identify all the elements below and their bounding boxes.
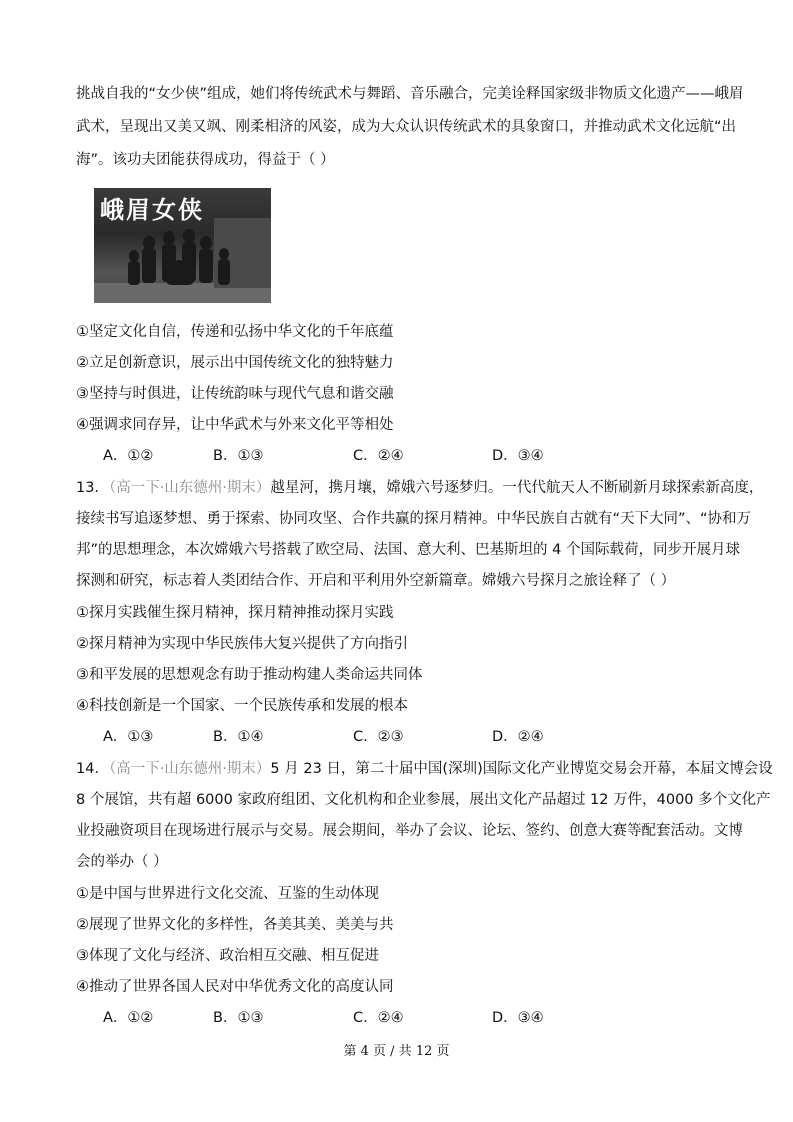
q14-option-3: ③体现了文化与经济、政治相互交融、相互促进 [76,948,379,964]
q14-stem-line-1 [76,759,773,779]
q12-option-1: ①坚定文化自信，传递和弘扬中华文化的千年底蕴 [76,324,394,340]
q13-choice-c[interactable]: C．②③ [353,729,404,745]
q13-choice-a[interactable]: A．①③ [103,729,154,745]
paragraph-line: 武术，呈现出又美又飒、刚柔相济的风姿，成为大众认识传统武术的具象窗口，并推动武术文化远航“出 [76,119,737,135]
q14-option-4: ④推动了世界各国人民对中华优秀文化的高度认同 [76,979,394,995]
q12-option-2: ②立足创新意识，展示出中国传统文化的独特魅力 [76,355,394,371]
q12-option-3: ③坚持与时俱进，让传统韵味与现代气息和谐交融 [76,386,394,402]
q13-option-4: ④科技创新是一个国家、一个民族传承和发展的根本 [76,698,408,714]
q13-choice-d[interactable]: D．②④ [492,729,544,745]
emei-heroines-photo [94,188,271,303]
q14-stem-line-3: 业投融资项目在现场进行展示与交易。展会期间，举办了会议、论坛、签约、创意大赛等配套活动。文博 [76,823,743,839]
q13-choice-b[interactable]: B．①④ [213,729,264,745]
q13-stem-line-1 [76,478,764,498]
q12-choice-d[interactable]: D．③④ [492,448,544,464]
q14-stem-line-2: 8 个展馆，共有超 6000 家政府组团、文化机构和企业参展，展出文化产品超过 12 万件，4000 多个文化产 [76,792,771,808]
q12-choice-b[interactable]: B．①③ [213,448,264,464]
q13-source: （高一下·山东德州·期末） [108,480,271,496]
q12-choice-a[interactable]: A．①② [103,448,154,464]
q14-stem-line-4: 会的举办（ ） [76,854,168,870]
q13-option-3: ③和平发展的思想观念有助于推动构建人类命运共同体 [76,667,423,683]
q13-number: 13． [76,480,109,496]
q14-source: （高一下·山东德州·期末） [108,761,271,777]
q14-number: 14． [76,761,109,777]
q13-option-2: ②探月精神为实现中华民族伟大复兴提供了方向指引 [76,636,408,652]
q13-stem-line-4: 探测和研究，标志着人类团结合作、开启和平利用外空新篇章。嫦娥六号探月之旅诠释了（ ） [76,573,676,589]
q14-option-1: ①是中国与世界进行文化交流、互鉴的生动体现 [76,886,379,902]
q12-option-4: ④强调求同存异，让中华武术与外来文化平等相处 [76,417,394,433]
q13-stem-line-2: 接续书写追逐梦想、勇于探索、协同攻坚、合作共赢的探月精神。中华民族自古就有“天下大同”、“协和万 [76,511,752,527]
q12-choice-c[interactable]: C．②④ [353,448,404,464]
q14-option-2: ②展现了世界文化的多样性，各美其美、美美与共 [76,917,394,933]
q13-option-1: ①探月实践催生探月精神，探月精神推动探月实践 [76,605,394,621]
q14-choice-d[interactable]: D．③④ [492,1010,544,1026]
q13-stem-line-3: 邦”的思想理念，本次嫦娥六号搭载了欧空局、法国、意大利、巴基斯坦的 4 个国际载荷，同步开展月球 [76,542,740,558]
q14-text: 5 月 23 日，第二十届中国(深圳)国际文化产业博览交易会开幕，本届文博会设 [270,761,773,777]
performers-silhouette [94,188,271,303]
paragraph-line: 海”。该功夫团能获得成功，得益于（ ） [76,152,335,168]
paragraph-line: 挑战自我的“女少侠”组成，她们将传统武术与舞蹈、音乐融合，完美诠释国家级非物质文化遗产——峨眉 [76,86,744,102]
q13-text: 越星河，携月壤，嫦娥六号逐梦归。一代代航天人不断刷新月球探索新高度， [270,480,764,496]
q14-choice-a[interactable]: A．①② [103,1010,154,1026]
photo-title: 峨眉女侠 [100,195,204,224]
q14-choice-c[interactable]: C．②④ [353,1010,404,1026]
q14-choice-b[interactable]: B．①③ [213,1010,264,1026]
page-footer: 第 4 页 / 共 12 页 [343,1044,450,1059]
